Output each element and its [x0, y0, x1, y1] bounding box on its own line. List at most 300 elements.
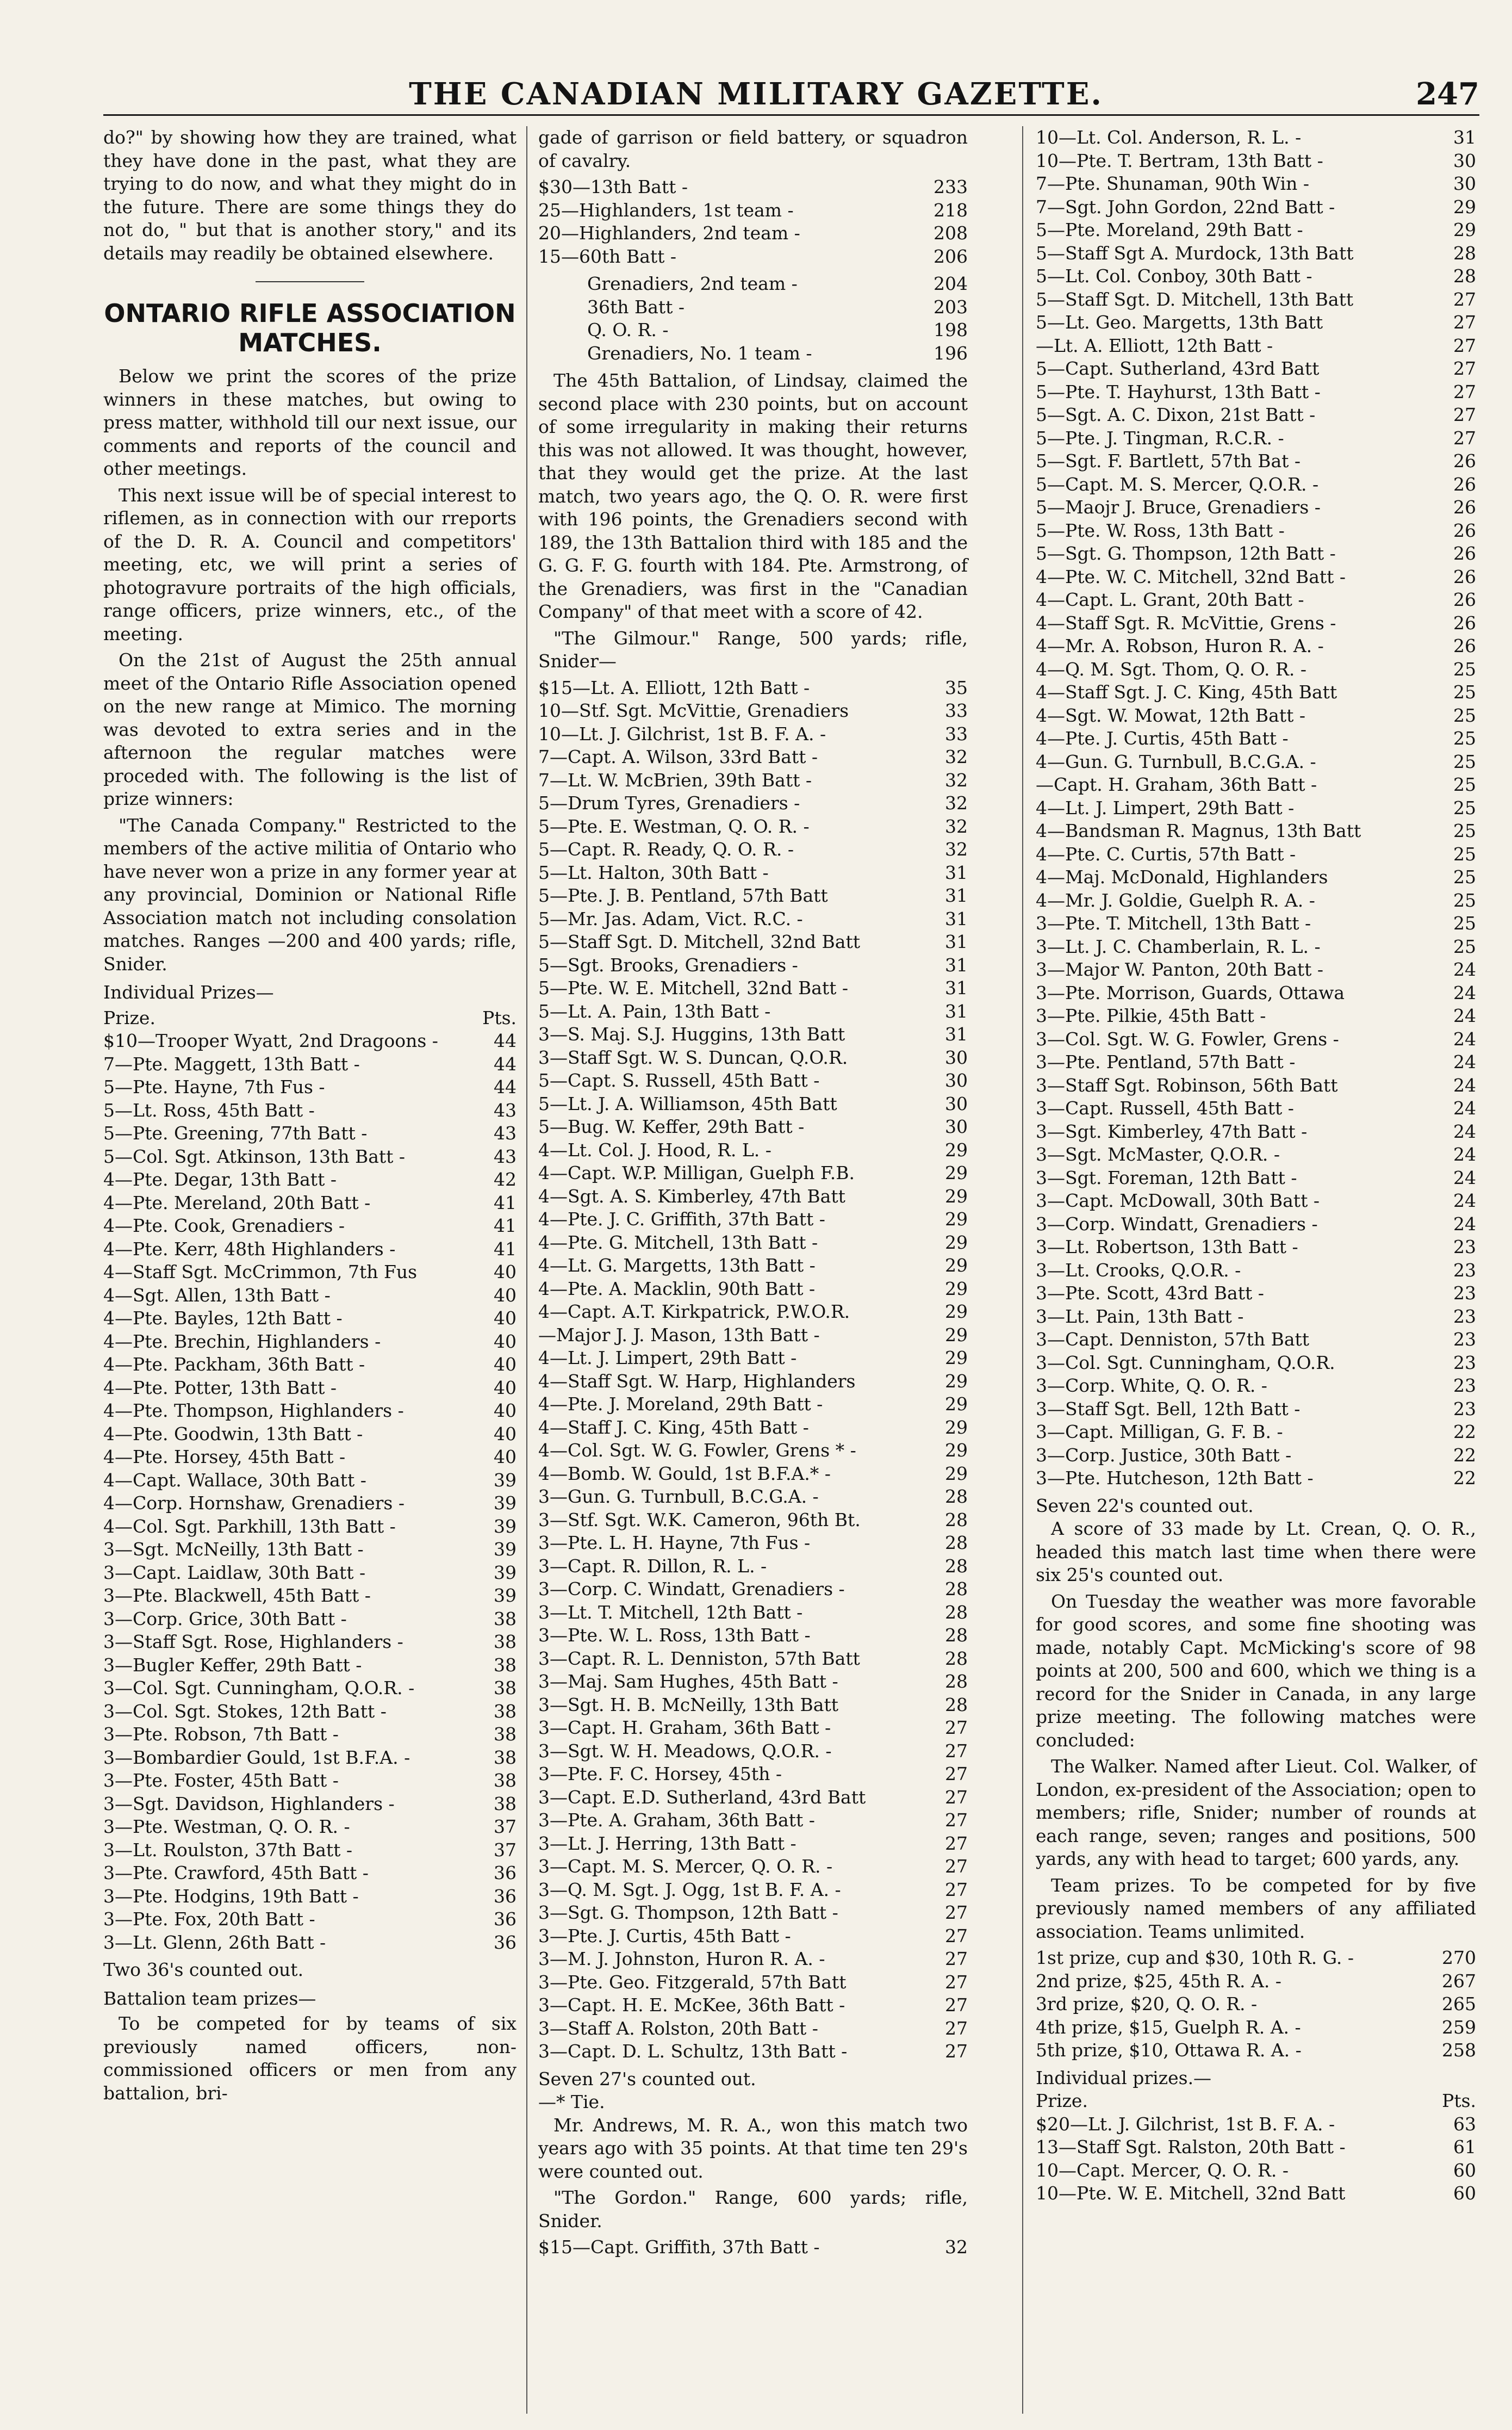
entry-points: 61 — [1453, 2136, 1476, 2158]
list-item — [538, 1509, 968, 1532]
entry-points: 40 — [494, 1354, 517, 1375]
list-item — [538, 319, 968, 342]
paragraph: "The Canada Company." Restricted to the members of the active militia of Ontario who have never won a prize in any former year at any provincial, Dominion or National Rifle Association match not including consolation matches. Ranges —200 and 400 yards; rifle, Snider. — [103, 814, 517, 975]
entry-points: 32 — [945, 769, 968, 791]
entry-points: 27 — [945, 1832, 968, 1854]
entry-name: 5—Mr. Jas. Adam, Vict. R.C. - — [538, 908, 803, 929]
list-item — [103, 1469, 517, 1492]
column-3 — [1036, 126, 1476, 2210]
entry-name: 3—Pte. Crawford, 45th Batt - — [103, 1862, 369, 1883]
entry-name: 3—Lt. Pain, 13th Batt - — [1036, 1305, 1244, 1327]
list-item — [538, 1601, 968, 1625]
list-item — [1036, 797, 1476, 820]
entry-name: $30—13th Batt - — [538, 176, 688, 197]
paragraph: Team prizes. To be competed for by five previously named members of any affiliated association. Teams unlimited. — [1036, 1874, 1476, 1942]
article-heading: ONTARIO RIFLE ASSOCIATION MATCHES. — [104, 299, 516, 357]
entry-name: 3—Pte. Robson, 7th Batt - — [103, 1724, 339, 1745]
entry-points: 196 — [934, 342, 968, 364]
list-item — [103, 1885, 517, 1908]
list-item — [538, 222, 968, 245]
entry-name: 5th prize, $10, Ottawa R. A. - — [1036, 2040, 1302, 2061]
entry-points: 39 — [494, 1469, 517, 1491]
list-item — [1036, 172, 1476, 196]
entry-points: 25 — [1453, 774, 1476, 795]
entry-points: 203 — [934, 296, 968, 318]
entry-name: 10—Stf. Sgt. McVittie, Grenadiers — [538, 700, 849, 721]
list-item — [538, 2040, 968, 2063]
entry-points: 40 — [494, 1330, 517, 1352]
entry-name: —Major J. J. Mason, 13th Batt - — [538, 1324, 820, 1346]
entry-points: 38 — [494, 1724, 517, 1745]
entry-name: 5—Lt. A. Pain, 13th Batt - — [538, 1000, 771, 1022]
entry-name: 3—Col. Sgt. Cunningham, Q.O.R. - — [103, 1677, 415, 1698]
entry-name: 3—Staff Sgt. Bell, 12th Batt - — [1036, 1398, 1301, 1419]
entry-points: 37 — [494, 1839, 517, 1861]
entry-points: 25 — [1453, 866, 1476, 888]
list-item — [1036, 1259, 1476, 1282]
entry-points: 31 — [945, 931, 968, 952]
entry-points: 24 — [1453, 1167, 1476, 1188]
entry-name: 4—Sgt. A. S. Kimberley, 47th Batt — [538, 1185, 845, 1207]
entry-points: 33 — [945, 723, 968, 745]
entry-name: 5—Lt. Geo. Margetts, 13th Batt — [1036, 312, 1323, 333]
entry-points: 44 — [494, 1076, 517, 1098]
entry-points: 36 — [494, 1908, 517, 1930]
entry-name: 3—Staff Sgt. Robinson, 56th Batt — [1036, 1074, 1338, 1096]
entry-name: —Lt. A. Elliott, 12th Batt - — [1036, 334, 1273, 356]
list-item — [1036, 1947, 1476, 1970]
entry-points: 31 — [945, 908, 968, 929]
entry-points: 28 — [1453, 265, 1476, 287]
entry-name: 3—Gun. G. Turnbull, B.C.G.A. - — [538, 1486, 819, 1507]
list-item — [103, 1076, 517, 1099]
entry-name: $20—Lt. J. Gilchrist, 1st B. F. A. - — [1036, 2113, 1335, 2135]
list-item — [1036, 635, 1476, 658]
list-item — [538, 176, 968, 199]
entry-name: 13—Staff Sgt. Ralston, 20th Batt - — [1036, 2136, 1346, 2158]
team-prize-list — [1036, 1947, 1476, 2062]
list-item — [538, 1555, 968, 1578]
entry-name: 3—Lt. J. Herring, 13th Batt - — [538, 1832, 797, 1854]
list-item — [1036, 1328, 1476, 1352]
entry-points: 27 — [1453, 381, 1476, 402]
list-item — [538, 1948, 968, 1971]
entry-points: 39 — [494, 1561, 517, 1583]
list-header — [103, 1007, 517, 1030]
entry-points: 25 — [1453, 843, 1476, 865]
entry-name: 15—60th Batt - — [538, 245, 677, 267]
list-item — [538, 1208, 968, 1231]
entry-points: 26 — [1453, 519, 1476, 541]
entry-points: 265 — [1442, 1993, 1476, 2014]
list-item — [1036, 2136, 1476, 2159]
entry-points: 44 — [494, 1030, 517, 1051]
list-item — [538, 2236, 968, 2259]
list-item — [103, 1423, 517, 1446]
entry-points: 29 — [945, 1231, 968, 1253]
entry-points: 27 — [1453, 334, 1476, 356]
list-item — [538, 1093, 968, 1116]
entry-points: 27 — [1453, 404, 1476, 425]
entry-name: 3—Corp. Grice, 30th Batt - — [103, 1608, 347, 1629]
list-item — [103, 1377, 517, 1400]
list-item — [538, 1901, 968, 1925]
entry-points: 24 — [1453, 1074, 1476, 1096]
entry-name: 3—Lt. T. Mitchell, 12th Batt - — [538, 1601, 803, 1623]
entry-points: 31 — [1453, 127, 1476, 148]
list-item — [1036, 935, 1476, 959]
entry-name: 5—Pte. T. Hayhurst, 13th Batt - — [1036, 381, 1321, 402]
list-item — [1036, 727, 1476, 751]
list-item — [538, 272, 968, 296]
list-item — [103, 1515, 517, 1539]
list-item — [538, 1370, 968, 1393]
entry-points: 25 — [1453, 935, 1476, 957]
list-item — [538, 908, 968, 931]
entry-points: 258 — [1442, 2040, 1476, 2061]
list-item — [103, 1538, 517, 1561]
entry-name: 3—Sgt. W. H. Meadows, Q.O.R. - — [538, 1740, 832, 1762]
entry-name: 5—Staff Sgt. D. Mitchell, 13th Batt — [1036, 288, 1354, 310]
entry-points: 31 — [945, 885, 968, 906]
list-item — [538, 746, 968, 769]
entry-name: 4—Q. M. Sgt. Thom, Q. O. R. - — [1036, 658, 1306, 680]
list-item — [1036, 751, 1476, 774]
list-item — [538, 1879, 968, 1902]
entry-name: 3—Corp. Windatt, Grenadiers - — [1036, 1213, 1318, 1235]
entry-name: 25—Highlanders, 1st team - — [538, 199, 794, 221]
entry-points: 28 — [945, 1694, 968, 1715]
team-list-unplaced — [538, 272, 968, 365]
list-header — [1036, 2090, 1476, 2113]
list-item — [1036, 704, 1476, 728]
entry-name: 5—Maojr J. Bruce, Grenadiers - — [1036, 497, 1321, 518]
entry-points: 28 — [945, 1578, 968, 1600]
entry-name: 5—Sgt. A. C. Dixon, 21st Batt - — [1036, 404, 1316, 425]
list-item — [538, 1347, 968, 1370]
entry-name: 4—Staff Sgt. J. C. King, 45th Batt — [1036, 681, 1337, 703]
masthead-title: THE CANADIAN MILITARY GAZETTE. — [409, 76, 1103, 112]
page-header — [0, 0, 1512, 112]
entry-points: 23 — [1453, 1398, 1476, 1419]
list-item — [103, 1122, 517, 1145]
entry-points: 29 — [945, 1162, 968, 1183]
entry-name: 3—Capt. R. Dillon, R. L. - — [538, 1555, 767, 1577]
entry-name: 3—Corp. White, Q. O. R. - — [1036, 1375, 1267, 1396]
list-item — [538, 1994, 968, 2017]
prize-list — [538, 677, 968, 2063]
list-item — [538, 199, 968, 222]
entry-points: 28 — [1453, 242, 1476, 264]
entry-points: 233 — [934, 176, 968, 197]
paragraph: On the 21st of August the 25th annual meet of the Ontario Rifle Association opened on the new range at Mimico. The morning was devoted to extra series and in the afternoon the regular matches were proceded with. The following is the list of prize winners: — [103, 649, 517, 809]
entry-name: 3—Pte. A. Graham, 36th Batt - — [538, 1809, 815, 1831]
subheading: Individual Prizes— — [103, 982, 274, 1003]
prize-list — [1036, 2113, 1476, 2205]
list-item — [538, 1046, 968, 1070]
entry-points: 23 — [1453, 1259, 1476, 1281]
entry-points: 29 — [945, 1208, 968, 1230]
list-item — [538, 1300, 968, 1324]
list-item — [538, 1532, 968, 1555]
entry-name: 3—Pte. Scott, 43rd Batt - — [1036, 1282, 1264, 1304]
entry-points: 29 — [945, 1324, 968, 1346]
list-item — [538, 1624, 968, 1647]
paragraph: On Tuesday the weather was more favorable for good scores, and some fine shooting was made, notably Capt. McMicking's score of 98 points at 200, 500 and 600, which we thing is a record for the Snider in Canada, in any large prize meeting. The following matches were concluded: — [1036, 1590, 1476, 1751]
entry-points: 22 — [1453, 1421, 1476, 1442]
list-item — [1036, 1189, 1476, 1213]
entry-points: 33 — [945, 700, 968, 721]
entry-name: 3rd prize, $20, Q. O. R. - — [1036, 1993, 1258, 2014]
entry-points: 29 — [945, 1347, 968, 1368]
list-item — [538, 1716, 968, 1740]
entry-points: 40 — [494, 1377, 517, 1398]
entry-name: 4—Staff J. C. King, 45th Batt - — [538, 1416, 809, 1438]
entry-points: 60 — [1453, 2183, 1476, 2204]
list-item — [1036, 542, 1476, 566]
entry-name: 4—Col. Sgt. W. G. Fowler, Grens * - — [538, 1440, 856, 1461]
entry-name: 3—Col. Sgt. W. G. Fowler, Grens - — [1036, 1028, 1339, 1050]
entry-name: 4—Pte. W. C. Mitchell, 32nd Batt - — [1036, 566, 1346, 587]
list-item — [1036, 1352, 1476, 1375]
entry-name: 4—Mr. A. Robson, Huron R. A. - — [1036, 635, 1324, 656]
list-item — [538, 1139, 968, 1162]
entry-points: 29 — [945, 1416, 968, 1438]
entry-points: 267 — [1442, 1970, 1476, 1992]
list-item — [1036, 1467, 1476, 1490]
entry-points: 24 — [1453, 1098, 1476, 1119]
list-item — [538, 1278, 968, 1301]
entry-name: 3—Lt. Robertson, 13th Batt - — [1036, 1236, 1298, 1257]
entry-name: 4—Pte. J. Moreland, 29th Batt - — [538, 1393, 823, 1415]
list-item — [1036, 427, 1476, 450]
paragraph: This next issue will be of special interest to riflemen, as in connection with our rreports of the D. R. A. Council and competitors' meeting, etc, we will print a series of photogravure portraits of the high officials, range officers, prize winners, etc., of the meeting. — [103, 484, 517, 644]
entry-points: 28 — [945, 1532, 968, 1553]
list-item — [538, 769, 968, 792]
list-item — [538, 1485, 968, 1509]
entry-name: 4—Pte. Kerr, 48th Highlanders - — [103, 1238, 396, 1260]
list-item — [103, 1769, 517, 1793]
entry-name: 5—Pte. W. E. Mitchell, 32nd Batt - — [538, 977, 849, 999]
list-item — [103, 1839, 517, 1862]
paragraph: The Walker. Named after Lieut. Col. Walker, of London, ex-president of the Association; open to members; rifle, Snider; number of rounds at each range, seven; ranges and positions, 500 yards, any with head to target; 600 yards, any. — [1036, 1756, 1476, 1869]
entry-name: 3—Bugler Keffer, 29th Batt - — [103, 1654, 362, 1676]
paragraph: gade of garrison or field battery, or squadron of cavalry. — [538, 127, 968, 171]
entry-points: 25 — [1453, 751, 1476, 772]
entry-name: 3—Capt. E.D. Sutherland, 43rd Batt — [538, 1786, 866, 1808]
entry-name: 5—Pte. E. Westman, Q. O. R. - — [538, 815, 810, 837]
entry-points: 43 — [494, 1145, 517, 1167]
entry-name: 3—Capt. H. Graham, 36th Batt - — [538, 1717, 831, 1738]
list-item — [538, 342, 968, 365]
entry-points: 38 — [494, 1654, 517, 1676]
list-item — [103, 1723, 517, 1746]
list-item — [1036, 1120, 1476, 1144]
list-item — [538, 1462, 968, 1486]
entry-name: 3—M. J. Johnston, Huron R. A. - — [538, 1948, 825, 1969]
entry-name: 3—Pte. L. H. Hayne, 7th Fus - — [538, 1532, 811, 1553]
entry-name: 3—Sgt. G. Thompson, 12th Batt - — [538, 1902, 838, 1923]
entry-points: 30 — [1453, 173, 1476, 194]
entry-name: 4—Capt. W.P. Milligan, Guelph F.B. — [538, 1162, 855, 1183]
entry-points: 39 — [494, 1492, 517, 1514]
list-item — [1036, 1167, 1476, 1190]
entry-name: 5—Pte. W. Ross, 13th Batt - — [1036, 519, 1285, 541]
entry-name: 5—Capt. Sutherland, 43rd Batt — [1036, 358, 1320, 379]
entry-name: 1st prize, cup and $30, 10th R. G. - — [1036, 1947, 1354, 1968]
entry-points: 27 — [1453, 427, 1476, 449]
entry-name: 5—Lt. Ross, 45th Batt - — [103, 1099, 315, 1121]
entry-points: 24 — [1453, 1190, 1476, 1211]
list-item — [538, 1855, 968, 1879]
entry-name: 5—Staff Sgt A. Murdock, 13th Batt — [1036, 242, 1354, 264]
note: Seven 22's counted out. — [1036, 1495, 1254, 1516]
entry-points: 25 — [1453, 797, 1476, 819]
list-item — [538, 931, 968, 954]
list-item — [538, 1393, 968, 1416]
entry-name: 36th Batt - — [587, 296, 685, 318]
list-item — [1036, 496, 1476, 519]
list-item — [1036, 1374, 1476, 1398]
col-prize-label: Prize. — [103, 1007, 155, 1028]
list-item — [1036, 311, 1476, 334]
paragraph: Below we print the scores of the prize winners in these matches, but owing to press matter, withhold till our next issue, our comments and reports of the council and other meetings. — [103, 365, 517, 479]
entry-points: 204 — [934, 273, 968, 294]
list-item — [1036, 681, 1476, 704]
entry-name: 10—Capt. Mercer, Q. O. R. - — [1036, 2159, 1289, 2181]
list-item — [1036, 2016, 1476, 2040]
entry-points: 28 — [945, 1601, 968, 1623]
entry-name: 3—Pte. Morrison, Guards, Ottawa — [1036, 982, 1345, 1003]
list-item — [1036, 658, 1476, 681]
entry-points: 38 — [494, 1746, 517, 1768]
entry-points: 24 — [1453, 982, 1476, 1003]
entry-name: 3—Stf. Sgt. W.K. Cameron, 96th Bt. — [538, 1509, 861, 1530]
entry-points: 28 — [945, 1555, 968, 1577]
entry-points: 30 — [945, 1093, 968, 1114]
list-item — [1036, 1028, 1476, 1051]
col-pts-label: Pts. — [482, 1007, 517, 1028]
paragraph: To be competed for by teams of six previously named officers, non-commissioned officers or men from any battalion, bri- — [103, 2013, 517, 2104]
list-item — [1036, 1236, 1476, 1259]
list-item — [538, 1439, 968, 1462]
entry-name: 5—Capt. S. Russell, 45th Batt - — [538, 1070, 820, 1091]
entry-name: 4—Pte. A. Macklin, 90th Batt - — [538, 1278, 816, 1299]
list-item — [103, 1145, 517, 1169]
entry-points: 29 — [945, 1278, 968, 1299]
entry-name: 5—Col. Sgt. Atkinson, 13th Batt - — [103, 1145, 406, 1167]
entry-name: 3—Bombardier Gould, 1st B.F.A. - — [103, 1746, 410, 1768]
entry-name: 4—Capt. Wallace, 30th Batt - — [103, 1469, 366, 1491]
entry-points: 40 — [494, 1446, 517, 1467]
entry-name: 3—Pte. Geo. Fitzgerald, 57th Batt — [538, 1971, 847, 1993]
list-item — [538, 815, 968, 839]
list-item — [1036, 381, 1476, 404]
list-item — [538, 1000, 968, 1024]
entry-name: 4—Pte. Degar, 13th Batt - — [103, 1169, 337, 1190]
list-item — [103, 1030, 517, 1053]
entry-points: 42 — [494, 1169, 517, 1190]
entry-points: 23 — [1453, 1329, 1476, 1350]
entry-name: 4—Capt. A.T. Kirkpatrick, P.W.O.R. — [538, 1301, 850, 1322]
entry-points: 38 — [494, 1677, 517, 1698]
entry-points: 40 — [494, 1261, 517, 1282]
entry-points: 43 — [494, 1123, 517, 1144]
entry-points: 43 — [494, 1099, 517, 1121]
entry-name: 3—Capt. Laidlaw, 30th Batt - — [103, 1561, 366, 1583]
entry-name: 7—Lt. W. McBrien, 39th Batt - — [538, 769, 812, 791]
list-item — [103, 1099, 517, 1123]
list-item — [1036, 265, 1476, 288]
entry-points: 27 — [945, 1925, 968, 1947]
entry-name: 5—Drum Tyres, Grenadiers - — [538, 792, 800, 814]
list-item — [1036, 1213, 1476, 1236]
list-item — [1036, 150, 1476, 173]
entry-points: 29 — [945, 1440, 968, 1461]
entry-points: 27 — [945, 1763, 968, 1784]
list-item — [538, 1763, 968, 1786]
list-item — [103, 1654, 517, 1677]
list-item — [1036, 2113, 1476, 2136]
entry-name: 5—Capt. R. Ready, Q. O. R. - — [538, 839, 794, 860]
list-item — [1036, 566, 1476, 589]
entry-points: 27 — [945, 2041, 968, 2062]
paragraph: "The Gilmour." Range, 500 yards; rifle, Snider— — [538, 627, 968, 672]
team-list — [538, 176, 968, 268]
entry-name: 3—Lt. Roulston, 37th Batt - — [103, 1839, 353, 1861]
entry-points: 198 — [934, 319, 968, 340]
list-item — [1036, 1421, 1476, 1444]
list-item — [1036, 843, 1476, 866]
entry-name: 4—Sgt. W. Mowat, 12th Batt - — [1036, 704, 1305, 726]
list-item — [1036, 219, 1476, 242]
entry-name: 5—Pte. Hayne, 7th Fus - — [103, 1076, 325, 1098]
paragraph: do?" by showing how they are trained, what they have done in the past, what they are trying to do now, and what they might do in the future. There are some things they do not do, " but that is another story," and its details may readily be obtained elsewhere. — [103, 127, 517, 264]
entry-name: 3—Col. Sgt. Cunningham, Q.O.R. — [1036, 1352, 1335, 1373]
entry-points: 23 — [1453, 1282, 1476, 1304]
entry-points: 40 — [494, 1400, 517, 1421]
entry-points: 25 — [1453, 704, 1476, 726]
entry-name: 3—Staff A. Rolston, 20th Batt - — [538, 2017, 818, 2039]
entry-name: 7—Pte. Maggett, 13th Batt - — [103, 1053, 360, 1075]
entry-points: 26 — [1453, 612, 1476, 634]
entry-points: 41 — [494, 1238, 517, 1260]
list-item — [103, 1330, 517, 1354]
list-item — [103, 1608, 517, 1631]
entry-points: 23 — [1453, 1305, 1476, 1327]
entry-points: 26 — [1453, 589, 1476, 610]
entry-points: 36 — [494, 1885, 517, 1907]
entry-name: 5—Sgt. Brooks, Grenadiers - — [538, 954, 798, 976]
list-item — [1036, 612, 1476, 635]
list-item — [1036, 1282, 1476, 1305]
entry-name: 4—Maj. McDonald, Highlanders — [1036, 866, 1328, 888]
prize-list — [103, 1030, 517, 1954]
entry-name: Q. O. R. - — [587, 319, 669, 340]
entry-points: 25 — [1453, 728, 1476, 749]
entry-points: 29 — [945, 1139, 968, 1161]
entry-name: 3—Sgt. McNeilly, 13th Batt - — [103, 1539, 364, 1560]
list-item — [538, 2017, 968, 2041]
entry-name: 3—Pte. Hodgins, 19th Batt - — [103, 1885, 359, 1907]
list-item — [1036, 1305, 1476, 1329]
list-item — [103, 1053, 517, 1076]
list-item — [538, 954, 968, 977]
list-item — [103, 1238, 517, 1261]
entry-name: 4—Staff Sgt. McCrimmon, 7th Fus — [103, 1261, 418, 1282]
entry-points: 32 — [945, 839, 968, 860]
entry-name: 4—Pte. J. Curtis, 45th Batt - — [1036, 728, 1289, 749]
